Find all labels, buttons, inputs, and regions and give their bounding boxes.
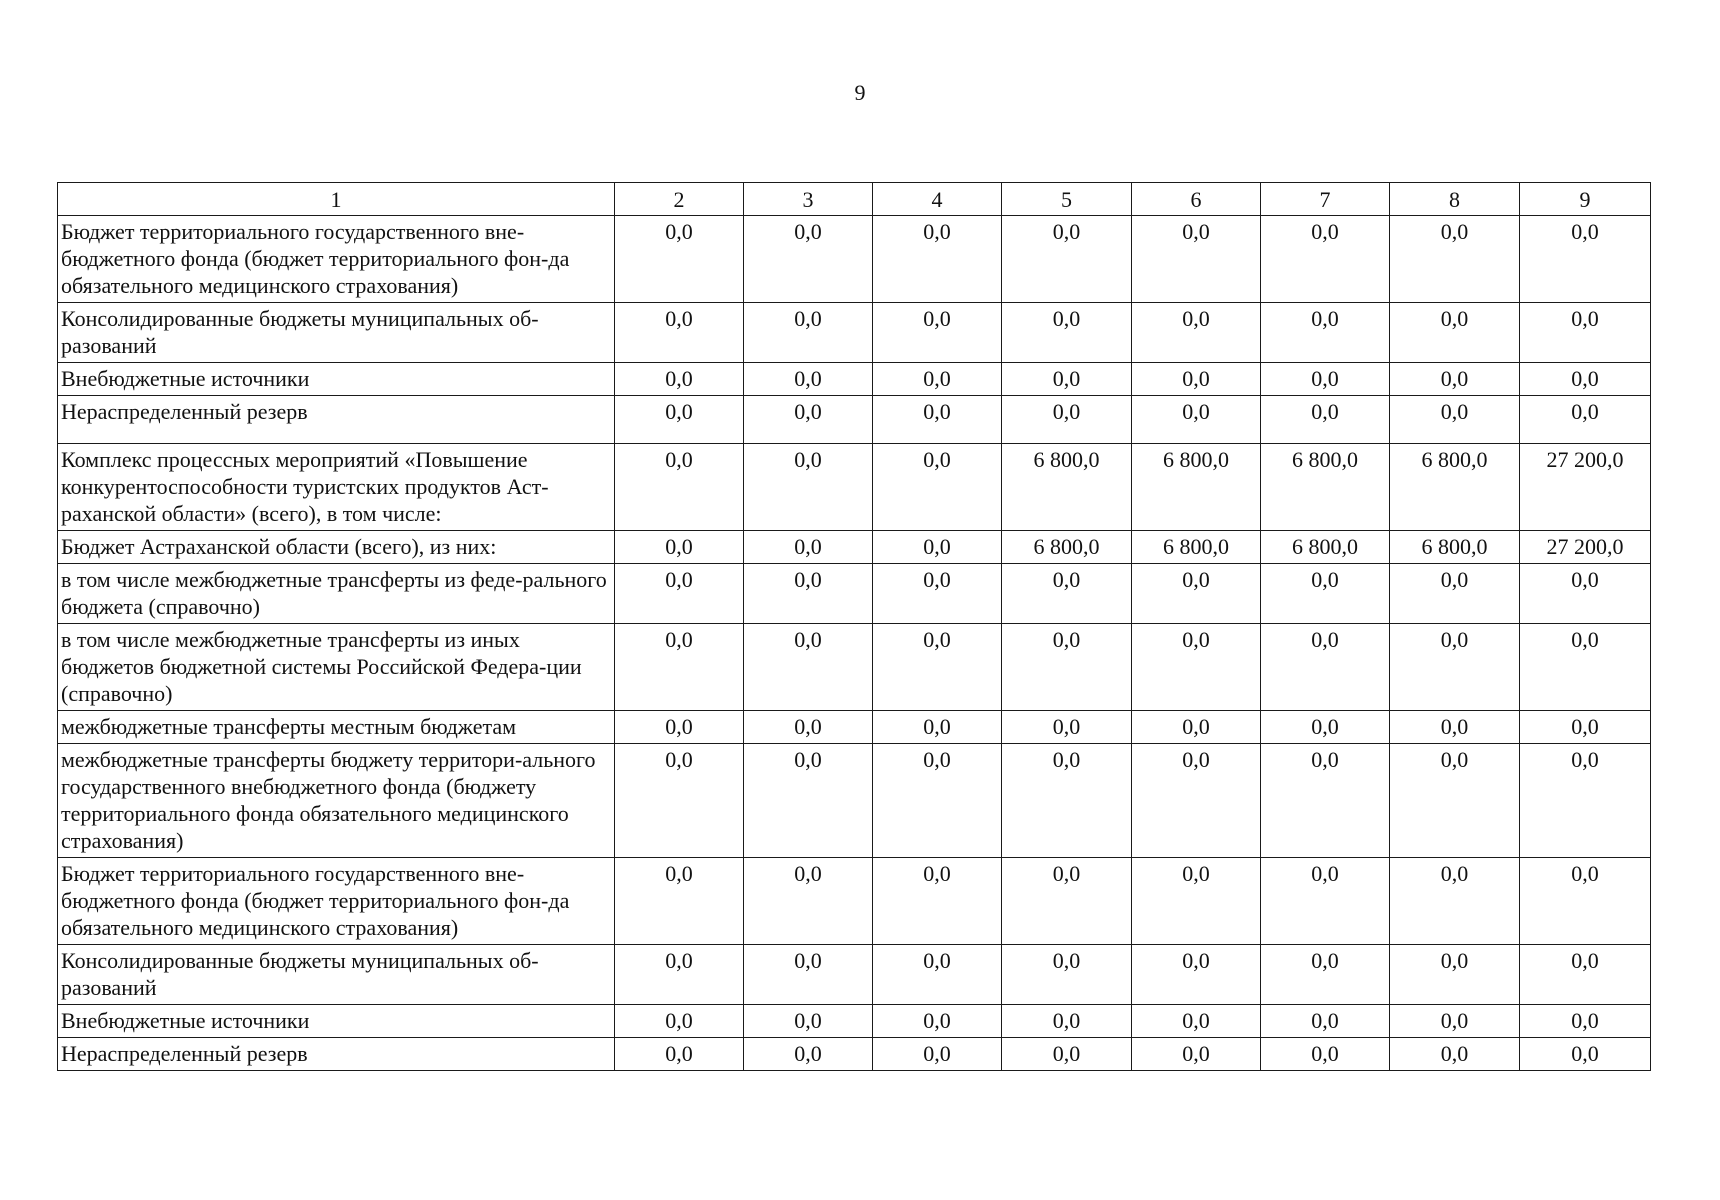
table-header-row [58,183,1651,216]
table-row [58,624,1651,711]
value-cell: 0,0 [744,858,873,945]
row-label: Комплекс процессных мероприятий «Повышение конкурентоспособности туристских продуктов Аст-раханской области» (всего), в том числе: [58,444,615,531]
value-cell: 6 800,0 [1002,444,1132,531]
value-cell: 0,0 [744,396,873,444]
table-row [58,303,1651,363]
value-cell: 0,0 [1390,564,1520,624]
table-row [58,216,1651,303]
value-cell: 0,0 [744,1005,873,1038]
value-cell: 0,0 [1261,858,1390,945]
value-cell: 0,0 [615,216,744,303]
value-cell: 0,0 [1520,1005,1651,1038]
value-cell: 0,0 [744,711,873,744]
table-body [58,216,1651,1071]
value-cell: 0,0 [873,531,1002,564]
value-cell: 0,0 [1132,624,1261,711]
row-label: Нераспределенный резерв [58,1038,615,1071]
table-row [58,1005,1651,1038]
value-cell: 0,0 [1132,303,1261,363]
value-cell: 0,0 [615,711,744,744]
value-cell: 0,0 [873,1005,1002,1038]
value-cell: 0,0 [1002,1005,1132,1038]
value-cell: 0,0 [615,531,744,564]
value-cell: 0,0 [1520,711,1651,744]
value-cell: 0,0 [744,744,873,858]
value-cell: 0,0 [1261,363,1390,396]
table-row [58,945,1651,1005]
value-cell: 0,0 [1132,1005,1261,1038]
value-cell: 0,0 [1520,744,1651,858]
row-label: в том числе межбюджетные трансферты из феде-рального бюджета (справочно) [58,564,615,624]
value-cell: 0,0 [1132,744,1261,858]
value-cell: 0,0 [1002,858,1132,945]
value-cell: 0,0 [744,303,873,363]
table-row [58,711,1651,744]
row-label: Внебюджетные источники [58,363,615,396]
table-row [58,1038,1651,1071]
value-cell: 0,0 [1132,363,1261,396]
value-cell: 0,0 [744,945,873,1005]
value-cell: 0,0 [1002,1038,1132,1071]
table-row [58,363,1651,396]
value-cell: 0,0 [744,444,873,531]
value-cell: 0,0 [1520,1038,1651,1071]
value-cell: 0,0 [1520,216,1651,303]
table-row [58,531,1651,564]
value-cell: 0,0 [873,444,1002,531]
value-cell: 0,0 [615,396,744,444]
value-cell: 0,0 [1261,624,1390,711]
value-cell: 0,0 [615,303,744,363]
value-cell: 0,0 [873,711,1002,744]
value-cell: 0,0 [615,1038,744,1071]
value-cell: 0,0 [1390,858,1520,945]
value-cell: 0,0 [873,564,1002,624]
value-cell: 0,0 [1390,216,1520,303]
value-cell: 0,0 [1002,396,1132,444]
column-header: 7 [1261,183,1390,216]
value-cell: 0,0 [1261,216,1390,303]
value-cell: 0,0 [1261,1005,1390,1038]
value-cell: 0,0 [1520,303,1651,363]
table-row [58,564,1651,624]
value-cell: 0,0 [873,1038,1002,1071]
value-cell: 0,0 [615,744,744,858]
value-cell: 0,0 [873,858,1002,945]
column-header: 4 [873,183,1002,216]
value-cell: 27 200,0 [1520,444,1651,531]
value-cell: 6 800,0 [1261,531,1390,564]
value-cell: 0,0 [1002,711,1132,744]
value-cell: 0,0 [873,624,1002,711]
value-cell: 0,0 [1002,744,1132,858]
value-cell: 0,0 [744,1038,873,1071]
value-cell: 0,0 [1002,624,1132,711]
table-row [58,744,1651,858]
value-cell: 0,0 [1390,1005,1520,1038]
value-cell: 0,0 [1261,1038,1390,1071]
value-cell: 0,0 [1132,396,1261,444]
value-cell: 0,0 [873,744,1002,858]
value-cell: 0,0 [873,363,1002,396]
value-cell: 0,0 [1132,216,1261,303]
table-row [58,444,1651,531]
value-cell: 0,0 [615,1005,744,1038]
value-cell: 0,0 [1520,363,1651,396]
row-label: Нераспределенный резерв [58,396,615,444]
column-header: 1 [58,183,615,216]
value-cell: 6 800,0 [1261,444,1390,531]
value-cell: 0,0 [1261,396,1390,444]
value-cell: 0,0 [1520,858,1651,945]
value-cell: 6 800,0 [1132,531,1261,564]
value-cell: 0,0 [873,216,1002,303]
value-cell: 0,0 [1261,744,1390,858]
row-label: Бюджет территориального государственного вне-бюджетного фонда (бюджет территориального фон-да обязательного медицинского страхования) [58,216,615,303]
value-cell: 0,0 [744,216,873,303]
value-cell: 0,0 [1002,303,1132,363]
value-cell: 0,0 [1390,711,1520,744]
column-header: 3 [744,183,873,216]
value-cell: 0,0 [744,624,873,711]
row-label: межбюджетные трансферты бюджету территори-ального государственного внебюджетного фонда (бюджету территориального фонда обязательного медицинского страхования) [58,744,615,858]
value-cell: 0,0 [615,624,744,711]
value-cell: 0,0 [873,945,1002,1005]
column-header: 6 [1132,183,1261,216]
row-label: Бюджет территориального государственного вне-бюджетного фонда (бюджет территориального фон-да обязательного медицинского страхования) [58,858,615,945]
value-cell: 0,0 [1132,711,1261,744]
value-cell: 6 800,0 [1390,444,1520,531]
column-header: 5 [1002,183,1132,216]
value-cell: 0,0 [1002,363,1132,396]
value-cell: 0,0 [1261,303,1390,363]
value-cell: 0,0 [1390,744,1520,858]
row-label: Бюджет Астраханской области (всего), из них: [58,531,615,564]
value-cell: 27 200,0 [1520,531,1651,564]
value-cell: 0,0 [873,396,1002,444]
value-cell: 0,0 [615,363,744,396]
value-cell: 0,0 [1261,711,1390,744]
value-cell: 0,0 [744,564,873,624]
value-cell: 0,0 [1390,1038,1520,1071]
value-cell: 0,0 [1520,564,1651,624]
row-label: в том числе межбюджетные трансферты из иных бюджетов бюджетной системы Российской Федера-ции (справочно) [58,624,615,711]
column-header: 2 [615,183,744,216]
row-label: Консолидированные бюджеты муниципальных об-разований [58,303,615,363]
value-cell: 0,0 [615,564,744,624]
value-cell: 6 800,0 [1002,531,1132,564]
value-cell: 0,0 [1132,945,1261,1005]
value-cell: 0,0 [1002,564,1132,624]
value-cell: 0,0 [1261,564,1390,624]
value-cell: 0,0 [615,858,744,945]
value-cell: 0,0 [1261,945,1390,1005]
row-label: Внебюджетные источники [58,1005,615,1038]
value-cell: 0,0 [615,945,744,1005]
value-cell: 0,0 [1390,624,1520,711]
value-cell: 0,0 [1390,303,1520,363]
value-cell: 0,0 [744,531,873,564]
value-cell: 0,0 [873,303,1002,363]
value-cell: 0,0 [1390,945,1520,1005]
value-cell: 0,0 [1132,564,1261,624]
column-header: 9 [1520,183,1651,216]
column-header: 8 [1390,183,1520,216]
budget-table [57,182,1651,1071]
value-cell: 0,0 [1002,216,1132,303]
value-cell: 6 800,0 [1390,531,1520,564]
value-cell: 0,0 [1002,945,1132,1005]
table-row [58,396,1651,444]
page-number: 9 [854,80,866,105]
value-cell: 0,0 [1390,363,1520,396]
value-cell: 0,0 [1132,858,1261,945]
value-cell: 0,0 [1132,1038,1261,1071]
table-row [58,858,1651,945]
value-cell: 0,0 [1520,945,1651,1005]
value-cell: 0,0 [744,363,873,396]
value-cell: 0,0 [615,444,744,531]
row-label: межбюджетные трансферты местным бюджетам [58,711,615,744]
value-cell: 0,0 [1520,396,1651,444]
value-cell: 6 800,0 [1132,444,1261,531]
row-label: Консолидированные бюджеты муниципальных об-разований [58,945,615,1005]
value-cell: 0,0 [1390,396,1520,444]
value-cell: 0,0 [1520,624,1651,711]
